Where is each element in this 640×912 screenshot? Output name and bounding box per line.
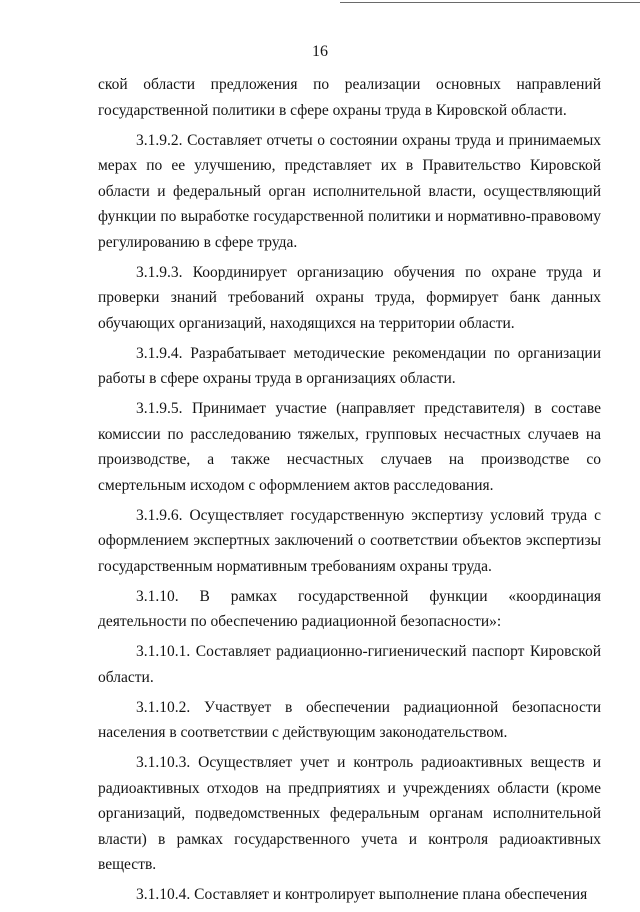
page-number: 16 [312, 43, 328, 60]
paragraph-3-1-10-4: 3.1.10.4. Составляет и контролирует выполнение плана обеспечения [136, 886, 588, 903]
paragraph-3-1-9-2: 3.1.9.2. Составляет отчеты о состоянии охраны труда и принимаемых мерах по ее улучшению, представляет их в Правительство Кировской области и федеральный орган исполнительной власти, осуществляющий функции по выработке государственной политики и нормативно-правовому регулированию в сфере труда. [98, 131, 601, 251]
paragraph-3-1-10-1: 3.1.10.1. Составляет радиационно-гигиенический паспорт Кировской области. [98, 643, 601, 686]
paragraph-3-1-9-6: 3.1.9.6. Осуществляет государственную экспертизу условий труда с оформлением экспертных заключений о соответствии объектов экспертизы государственным нормативным требованиям охраны труда. [98, 506, 601, 575]
paragraph-3-1-10: 3.1.10. В рамках государственной функции «координация деятельности по обеспечению радиационной безопасности»: [98, 587, 601, 630]
paragraph-3-1-9-3: 3.1.9.3. Координирует организацию обучения по охране труда и проверки знаний требований охраны труда, формирует банк данных обучающих организаций, находящихся на территории области. [98, 263, 601, 332]
paragraph-3-1-9-5: 3.1.9.5. Принимает участие (направляет представителя) в составе комиссии по расследованию тяжелых, групповых несчастных случаев на производстве, а также несчастных случаев на производстве со смертельным исходом с оформлением актов расследования. [98, 400, 601, 494]
paragraph-3-1-9-4: 3.1.9.4. Разрабатывает методические рекомендации по организации работы в сфере охраны труда в организациях области. [98, 344, 601, 387]
paragraph-continuation: ской области предложения по реализации основных направлений государственной политики в сфере охраны труда в Кировской области. [98, 76, 601, 119]
top-rule [340, 2, 640, 3]
paragraph-3-1-10-3: 3.1.10.3. Осуществляет учет и контроль радиоактивных веществ и радиоактивных отходов на предприятиях и учреждениях области (кроме организаций, подведомственных федеральным органам исполнительной власти) в рамках государственного учета и контроля радиоактивных веществ. [98, 754, 601, 873]
body-text [98, 72, 601, 912]
paragraph-3-1-10-2: 3.1.10.2. Участвует в обеспечении радиационной безопасности населения в соответствии с действующим законодательством. [98, 698, 601, 741]
